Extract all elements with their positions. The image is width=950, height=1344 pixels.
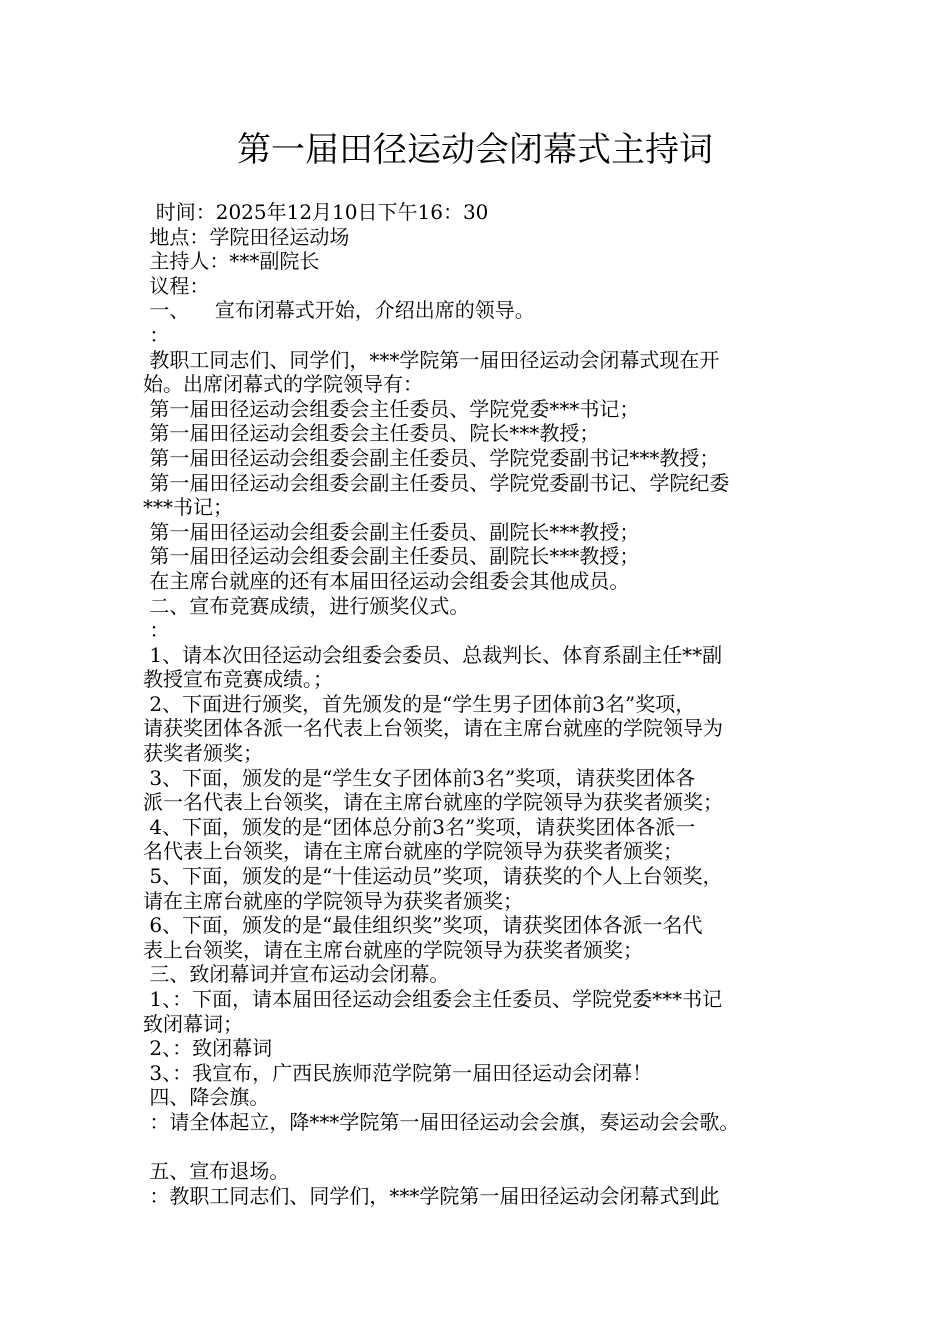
document-line: ： xyxy=(143,322,170,347)
document-line: 教授宣布竞赛成绩。； xyxy=(143,667,333,692)
document-line: 5、下面，颁发的是“十佳运动员”奖项，请获奖的个人上台领奖， xyxy=(143,864,723,889)
document-line: 在主席台就座的还有本届田径运动会组委会其他成员。 xyxy=(143,568,630,593)
document-line: 始。出席闭幕式的学院领导有： xyxy=(143,372,423,397)
document-line: 四、降会旗。 xyxy=(143,1085,270,1110)
document-body xyxy=(143,200,813,1208)
document-title: 第一届田径运动会闭幕式主持词 xyxy=(237,130,713,170)
document-line: 三、致闭幕词并宣布运动会闭幕。 xyxy=(143,962,450,987)
document-line: 请获奖团体各派一名代表上台领奖，请在主席台就座的学院领导为 xyxy=(143,716,723,741)
document-line: 第一届田径运动会组委会副主任委员、副院长***教授； xyxy=(143,519,640,544)
document-line: 1、：下面，请本届田径运动会组委会主任委员、学院党委***书记 xyxy=(143,987,723,1011)
document-line: 第一届田径运动会组委会副主任委员、副院长***教授； xyxy=(143,544,640,569)
document-line: 议程： xyxy=(143,273,210,298)
document-line: 3、：我宣布，广西民族师范学院第一届田径运动会闭幕！ xyxy=(143,1060,653,1085)
document-line: 2、：致闭幕词 xyxy=(143,1036,273,1061)
document-line: 一、 宣布闭幕式开始，介绍出席的领导。 xyxy=(143,298,535,323)
document-line: 3、下面，颁发的是“学生女子团体前3名”奖项，请获奖团体各 xyxy=(143,765,696,790)
document-line: 地点：学院田径运动场 xyxy=(143,224,350,249)
document-line: 时间：2025年12月10日下午16：30 xyxy=(143,200,489,224)
document-line: 4、下面，颁发的是“团体总分前3名”奖项，请获奖团体各派一 xyxy=(143,814,696,839)
document-line: 第一届田径运动会组委会主任委员、学院党委***书记； xyxy=(143,396,640,421)
document-line: 获奖者颁奖； xyxy=(143,741,263,766)
document-line: 请在主席台就座的学院领导为获奖者颁奖； xyxy=(143,888,523,913)
document-line: 二、宣布竞赛成绩，进行颁奖仪式。 xyxy=(143,593,470,618)
document-line: 第一届田径运动会组委会副主任委员、学院党委副书记、学院纪委 xyxy=(143,470,730,495)
document-line: 名代表上台领奖，请在主席台就座的学院领导为获奖者颁奖； xyxy=(143,839,683,864)
document-line: 致闭幕词； xyxy=(143,1011,243,1036)
document-line: ***书记； xyxy=(143,495,233,520)
document-line: 1、请本次田径运动会组委会委员、总裁判长、体育系副主任**副 xyxy=(143,642,723,667)
document-line: 主持人：***副院长 xyxy=(143,249,320,274)
document-line: ： xyxy=(143,618,170,643)
document-line: ：请全体起立，降***学院第一届田径运动会会旗，奏运动会会歌。 xyxy=(143,1109,740,1134)
document-line: 2、下面进行颁奖，首先颁发的是“学生男子团体前3名”奖项， xyxy=(143,691,696,716)
document-line: 6、下面，颁发的是“最佳组织奖”奖项，请获奖团体各派一名代 xyxy=(143,913,703,938)
document-line xyxy=(143,1135,813,1160)
document-line: 表上台领奖，请在主席台就座的学院领导为获奖者颁奖； xyxy=(143,937,643,962)
document-line: 教职工同志们、同学们，***学院第一届田径运动会闭幕式现在开 xyxy=(143,347,720,372)
document-line: 第一届田径运动会组委会副主任委员、学院党委副书记***教授； xyxy=(143,445,720,470)
document-line: ：教职工同志们、同学们，***学院第一届田径运动会闭幕式到此 xyxy=(143,1183,720,1208)
document-line: 第一届田径运动会组委会主任委员、院长***教授； xyxy=(143,421,600,446)
document-line: 五、宣布退场。 xyxy=(143,1159,290,1184)
document-line: 派一名代表上台领奖，请在主席台就座的学院领导为获奖者颁奖； xyxy=(143,790,723,815)
